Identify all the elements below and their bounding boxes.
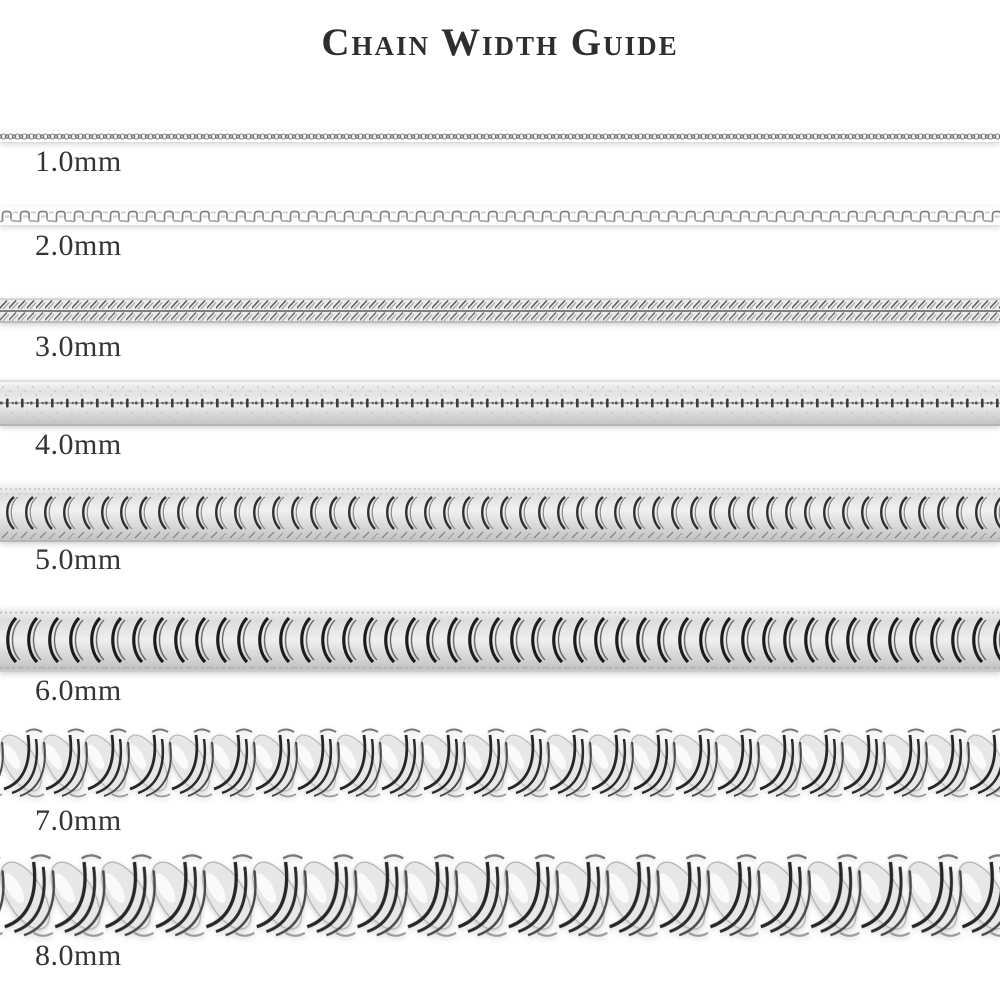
chain-image-4-0mm <box>0 380 1000 426</box>
chain-width-label: 4.0mm <box>35 428 122 461</box>
chain-image-6-0mm <box>0 608 1000 672</box>
chain-width-label: 7.0mm <box>35 804 122 837</box>
chain-width-label: 2.0mm <box>35 229 122 262</box>
page-title: Chain Width Guide <box>321 21 679 64</box>
chain-width-label: 8.0mm <box>35 939 122 972</box>
chain-image-7-0mm <box>0 725 1000 801</box>
chain-image-2-0mm <box>0 207 1000 225</box>
chain-image-3-0mm <box>0 298 1000 323</box>
chain-image-1-0mm <box>0 131 1000 142</box>
chain-image-5-0mm <box>0 484 1000 542</box>
chain-width-label: 3.0mm <box>35 330 122 363</box>
chain-width-label: 1.0mm <box>35 145 122 178</box>
chain-width-label: 5.0mm <box>35 543 122 576</box>
chain-image-8-0mm <box>0 850 1000 938</box>
chain-width-label: 6.0mm <box>35 674 122 707</box>
